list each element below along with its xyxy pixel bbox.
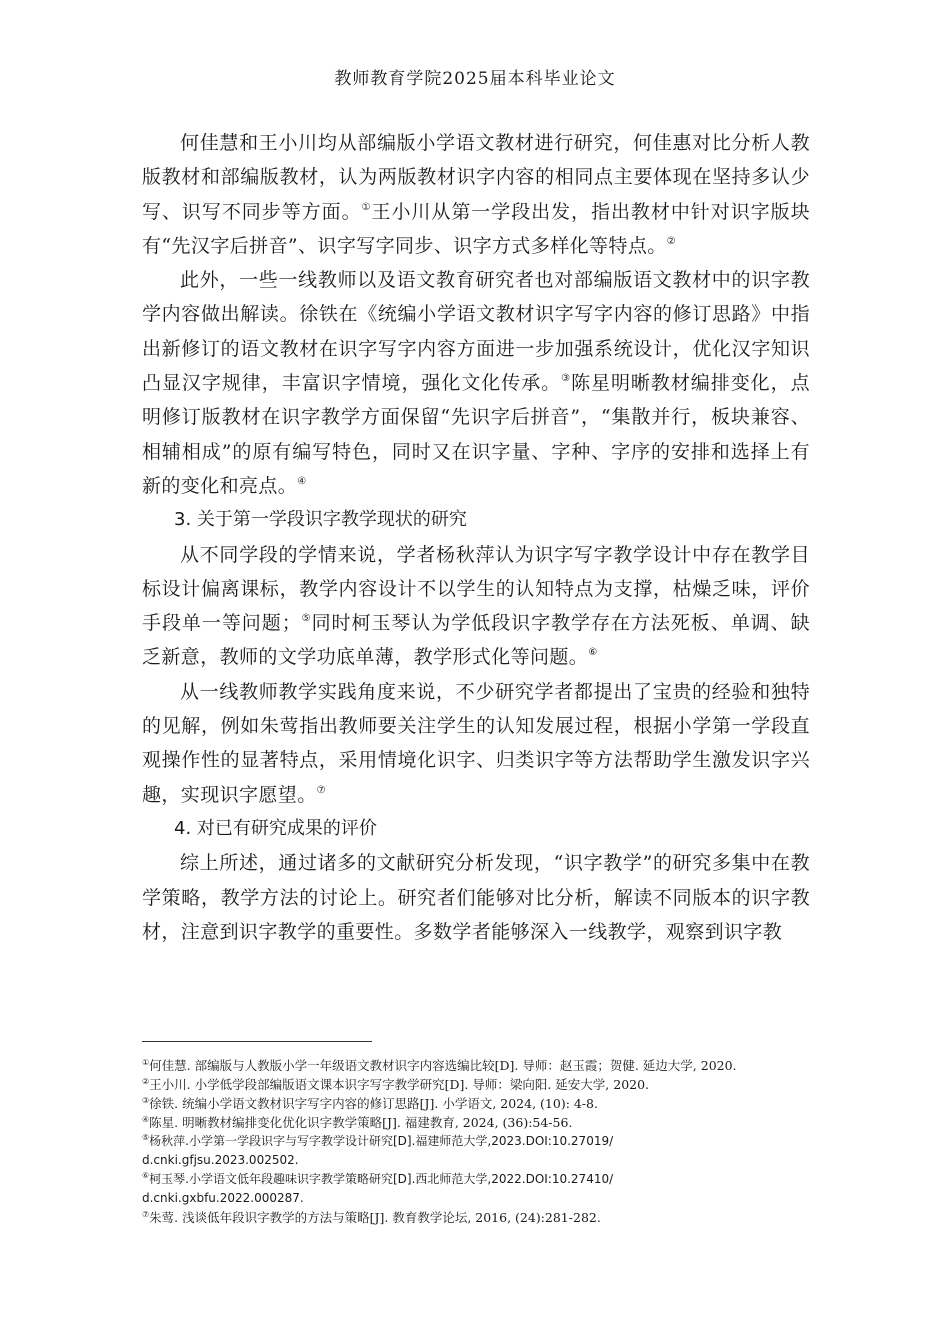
footnote-ref[interactable]: ⑤ (301, 613, 312, 625)
footnote-5-continued: d.cnki.gfjsu.2023.002502. (142, 1153, 299, 1167)
paragraph-text: 陈星明晰教材编排变化，点明修订版教材在识字教学方面保留“先识字后拼音”，“集散并行，板块兼容、相辅相成”的原有编写特色，同时又在识字量、字种、字序的安排和选择上有新的变化和亮点。 (142, 372, 810, 497)
footnote-2: ②王小川. 小学低学段部编版语文课本识字写字教学研究[D]. 导师：梁向阳. 延安大学, 2020. (142, 1077, 650, 1092)
footnote-ref[interactable]: ⑥ (588, 647, 598, 659)
paragraph-text: 从一线教师教学实践角度来说，不少研究学者都提出了宝贵的经验和独特的见解，例如朱莺指出教师要关注学生的认知发展过程，根据小学第一学段直观操作性的显著特点，采用情境化识字、归类识字等方法帮助学生激发识字兴趣，实现识字愿望。 (142, 680, 810, 806)
paragraph-text: 王小川从第一学段出发，指出教材中针对识字版块有“先汉字后拼音”、识字写字同步、识字方式多样化等特点。 (142, 200, 810, 257)
paragraph-1 (142, 126, 810, 263)
footnote-3: ③徐铁. 统编小学语文教材识字写字内容的修订思路[J]. 小学语文, 2024, (10): 4-8. (142, 1096, 598, 1111)
paragraph-5: 综上所述，通过诸多的文献研究分析发现，“识字教学”的研究多集中在教学策略，教学方法的讨论上。研究者们能够对比分析，解读不同版本的识字教材，注意到识字教学的重要性。多数学者能够深入一线教学，观察到识字教 (142, 852, 810, 943)
footnote-1: ①何佳慧. 部编版与人教版小学一年级语文教材识字内容选编比较[D]. 导师：赵玉霞；贺健. 延边大学, 2020. (142, 1058, 737, 1073)
paragraph-text: 此外，一些一线教师以及语文教育研究者也对部编版语文教材中的识字教学内容做出解读。徐铁在《统编小学语文教材识字写字内容的修订思路》中指出新修订的语文教材在识字写字内容方面进一步加强系统设计，优化汉字知识凸显汉字规律，丰富识字情境，强化文化传承。 (142, 269, 810, 395)
footnote-divider (142, 1041, 372, 1042)
body-text (142, 126, 810, 949)
paragraph-text: 何佳慧和王小川均从部编版小学语文教材进行研究，何佳惠对比分析人教版教材和部编版教材，认为两版教材识字内容的相同点主要体现在坚持多认少写、识写不同步等方面。 (142, 132, 810, 223)
footnote-ref[interactable]: ④ (297, 475, 307, 487)
footnote-6: ⑥柯玉琴.小学语文低年段趣味识字教学策略研究[D].西北师范大学,2022.DOI:10.27410/ (142, 1171, 614, 1186)
section-heading-3: 3. 关于第一学段识字教学现状的研究 (174, 509, 467, 531)
footnotes (142, 1056, 822, 1227)
footnote-5: ⑤杨秋萍.小学第一学段识字与写字教学设计研究[D].福建师范大学,2023.DOI:10.27019/ (142, 1133, 614, 1148)
footnote-ref[interactable]: ③ (561, 373, 572, 385)
footnote-ref[interactable]: ① (361, 201, 372, 213)
paragraph-text: 同时柯玉琴认为学低段识字教学存在方法死板、单调、缺乏新意，教师的文学功底单薄，教学形式化等问题。 (142, 612, 810, 669)
paragraph-4 (142, 675, 810, 812)
footnote-6-continued: d.cnki.gxbfu.2022.000287. (142, 1191, 304, 1205)
paragraph-3 (142, 538, 810, 675)
section-heading-4: 4. 对已有研究成果的评价 (174, 817, 377, 839)
footnote-4: ④陈星. 明晰教材编排变化优化识字教学策略[J]. 福建教育, 2024, (36):54-56. (142, 1115, 573, 1130)
paragraph-2 (142, 263, 810, 503)
footnote-ref[interactable]: ② (666, 235, 677, 247)
footnote-ref[interactable]: ⑦ (316, 784, 326, 796)
footnote-7: ⑦朱莺. 浅谈低年段识字教学的方法与策略[J]. 教育教学论坛, 2016, (24):281-282. (142, 1210, 601, 1225)
page-header: 教师教育学院2025届本科毕业论文 (334, 69, 616, 89)
paragraph-text: 从不同学段的学情来说，学者杨秋萍认为识字写字教学设计中存在教学目标设计偏离课标，教学内容设计不以学生的认知特点为支撑，枯燥乏味，评价手段单一等问题； (142, 543, 810, 635)
